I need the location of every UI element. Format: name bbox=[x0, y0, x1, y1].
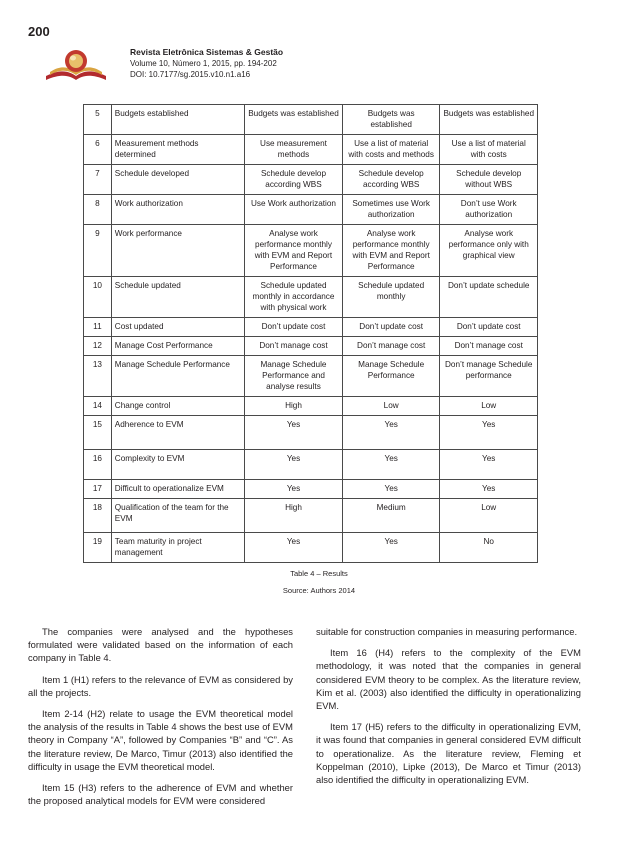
table-cell-company-b: Medium bbox=[342, 499, 440, 533]
table-cell-item: Manage Cost Performance bbox=[111, 337, 244, 356]
table-cell-company-a: Budgets was established bbox=[245, 105, 343, 135]
table-cell-num: 18 bbox=[84, 499, 112, 533]
page-number: 200 bbox=[28, 24, 50, 39]
table-cell-company-c: Use a list of material with costs bbox=[440, 135, 538, 165]
table-cell-num: 11 bbox=[84, 318, 112, 337]
table-cell-num: 5 bbox=[84, 105, 112, 135]
journal-volume: Volume 10, Número 1, 2015, pp. 194-202 bbox=[130, 59, 277, 68]
table-cell-company-c: Yes bbox=[440, 416, 538, 450]
body-left-column bbox=[28, 625, 293, 815]
paragraph: suitable for construction companies in measuring performance. bbox=[316, 626, 578, 637]
table-cell-company-a: Yes bbox=[245, 533, 343, 563]
table-cell-company-a: Use measurement methods bbox=[245, 135, 343, 165]
paragraph: Item 15 (H3) refers to the adherence of EVM and whether the proposed analytical models for EVM were considered bbox=[28, 782, 293, 807]
table-cell-num: 7 bbox=[84, 165, 112, 195]
paragraph: Item 17 (H5) refers to the difficulty in operationalizing EVM, it was found that companies in general considered EVM difficult to operationalize. As the literature review, Fleming et Koppelman (2010), Lipke (2013), De Marco et Timur (2013) also identified the difficulty in operationalizing EVM. bbox=[316, 721, 581, 786]
table-row bbox=[84, 356, 538, 397]
table-cell-company-b: Don’t manage cost bbox=[342, 337, 440, 356]
table-cell-item: Schedule updated bbox=[111, 277, 244, 318]
table-row bbox=[84, 165, 538, 195]
table-cell-company-b: Sometimes use Work authorization bbox=[342, 195, 440, 225]
paragraph: The companies were analysed and the hypotheses formulated were validated based on the information of each company in Table 4. bbox=[28, 626, 293, 664]
table-cell-company-b: Budgets was established bbox=[342, 105, 440, 135]
table-source: Source: Authors 2014 bbox=[282, 586, 356, 595]
table-cell-item: Budgets established bbox=[111, 105, 244, 135]
table-cell-num: 6 bbox=[84, 135, 112, 165]
table-cell-company-a: Yes bbox=[245, 416, 343, 450]
table-row bbox=[84, 397, 538, 416]
journal-name: Revista Eletrônica Sistemas & Gestão bbox=[130, 47, 284, 57]
table-row bbox=[84, 450, 538, 480]
table-cell-company-c: Don’t update schedule bbox=[440, 277, 538, 318]
table-cell-num: 8 bbox=[84, 195, 112, 225]
table-cell-company-b: Low bbox=[342, 397, 440, 416]
table-cell-item: Work performance bbox=[111, 225, 244, 277]
table-cell-company-c: Yes bbox=[440, 480, 538, 499]
table-cell-company-b: Manage Schedule Performance bbox=[342, 356, 440, 397]
journal-header bbox=[130, 47, 283, 80]
table-cell-company-c: No bbox=[440, 533, 538, 563]
table-cell-company-a: Use Work authorization bbox=[245, 195, 343, 225]
table-cell-item: Schedule developed bbox=[111, 165, 244, 195]
table-cell-company-b: Yes bbox=[342, 533, 440, 563]
table-caption: Table 4 – Results bbox=[290, 569, 348, 578]
table-row bbox=[84, 277, 538, 318]
table-cell-company-a: Schedule develop according WBS bbox=[245, 165, 343, 195]
table-cell-company-a: Don’t manage cost bbox=[245, 337, 343, 356]
table-row bbox=[84, 318, 538, 337]
table-cell-company-a: Analyse work performance monthly with EVM and Report Performance bbox=[245, 225, 343, 277]
results-table bbox=[83, 104, 538, 563]
table-cell-item: Team maturity in project management bbox=[111, 533, 244, 563]
table-row bbox=[84, 195, 538, 225]
table-cell-company-c: Don’t manage cost bbox=[440, 337, 538, 356]
table-cell-company-c: Yes bbox=[440, 450, 538, 480]
table-cell-company-b: Yes bbox=[342, 480, 440, 499]
table-cell-num: 13 bbox=[84, 356, 112, 397]
table-cell-num: 19 bbox=[84, 533, 112, 563]
table-cell-item: Measurement methods determined bbox=[111, 135, 244, 165]
table-cell-company-b: Analyse work performance monthly with EVM and Report Performance bbox=[342, 225, 440, 277]
table-row bbox=[84, 533, 538, 563]
table-cell-company-c: Don’t update cost bbox=[440, 318, 538, 337]
table-row bbox=[84, 135, 538, 165]
table-cell-num: 15 bbox=[84, 416, 112, 450]
table-cell-company-c: Don’t use Work authorization bbox=[440, 195, 538, 225]
table-cell-company-b: Use a list of material with costs and methods bbox=[342, 135, 440, 165]
table-cell-num: 12 bbox=[84, 337, 112, 356]
table-cell-num: 9 bbox=[84, 225, 112, 277]
journal-doi: DOI: 10.7177/sg.2015.v10.n1.a16 bbox=[130, 70, 251, 79]
table-cell-company-a: High bbox=[245, 499, 343, 533]
journal-logo bbox=[44, 46, 108, 82]
table-row bbox=[84, 105, 538, 135]
table-cell-company-b: Schedule updated monthly bbox=[342, 277, 440, 318]
table-cell-num: 17 bbox=[84, 480, 112, 499]
table-cell-company-b: Yes bbox=[342, 416, 440, 450]
table-cell-company-a: Schedule updated monthly in accordance with physical work bbox=[245, 277, 343, 318]
table-cell-num: 16 bbox=[84, 450, 112, 480]
body-right-column bbox=[316, 625, 581, 794]
table-cell-company-a: Yes bbox=[245, 450, 343, 480]
table-cell-company-b: Yes bbox=[342, 450, 440, 480]
table-row bbox=[84, 337, 538, 356]
table-cell-company-c: Budgets was established bbox=[440, 105, 538, 135]
table-cell-company-a: Yes bbox=[245, 480, 343, 499]
table-cell-item: Complexity to EVM bbox=[111, 450, 244, 480]
table-cell-company-b: Don’t update cost bbox=[342, 318, 440, 337]
table-cell-item: Adherence to EVM bbox=[111, 416, 244, 450]
table-cell-item: Difficult to operationalize EVM bbox=[111, 480, 244, 499]
table-row bbox=[84, 499, 538, 533]
table-cell-company-a: High bbox=[245, 397, 343, 416]
table-cell-num: 10 bbox=[84, 277, 112, 318]
paragraph: Item 2-14 (H2) relate to usage the EVM theoretical model the analysis of the results in Table 4 shows the best use of EVM theory in Company “A”, followed by Companies “B” and “C”. As the literature review, De Marco, Timur (2013) also identified the difficulty in usage the EVM theoretical model. bbox=[28, 708, 293, 772]
table-cell-company-c: Low bbox=[440, 397, 538, 416]
table-cell-company-b: Schedule develop according WBS bbox=[342, 165, 440, 195]
table-row bbox=[84, 416, 538, 450]
table-cell-company-c: Analyse work performance only with graphical view bbox=[440, 225, 538, 277]
paragraph: Item 16 (H4) refers to the complexity of the EVM methodology, it was noted that the companies in general considered EVM theory to be complex. As the literature review, Kim et al. (2003) also identified the difficulty in operationalizing EVM. bbox=[316, 647, 581, 712]
table-cell-num: 14 bbox=[84, 397, 112, 416]
table-row bbox=[84, 225, 538, 277]
table-cell-item: Change control bbox=[111, 397, 244, 416]
table-cell-item: Manage Schedule Performance bbox=[111, 356, 244, 397]
table-cell-company-c: Don’t manage Schedule performance bbox=[440, 356, 538, 397]
table-cell-company-c: Schedule develop without WBS bbox=[440, 165, 538, 195]
table-cell-item: Cost updated bbox=[111, 318, 244, 337]
table-cell-company-a: Manage Schedule Performance and analyse results bbox=[245, 356, 343, 397]
paragraph: Item 1 (H1) refers to the relevance of EVM as considered by all the projects. bbox=[28, 673, 293, 698]
table-row bbox=[84, 480, 538, 499]
table-cell-item: Qualification of the team for the EVM bbox=[111, 499, 244, 533]
table-cell-item: Work authorization bbox=[111, 195, 244, 225]
table-cell-company-c: Low bbox=[440, 499, 538, 533]
table-cell-company-a: Don’t update cost bbox=[245, 318, 343, 337]
